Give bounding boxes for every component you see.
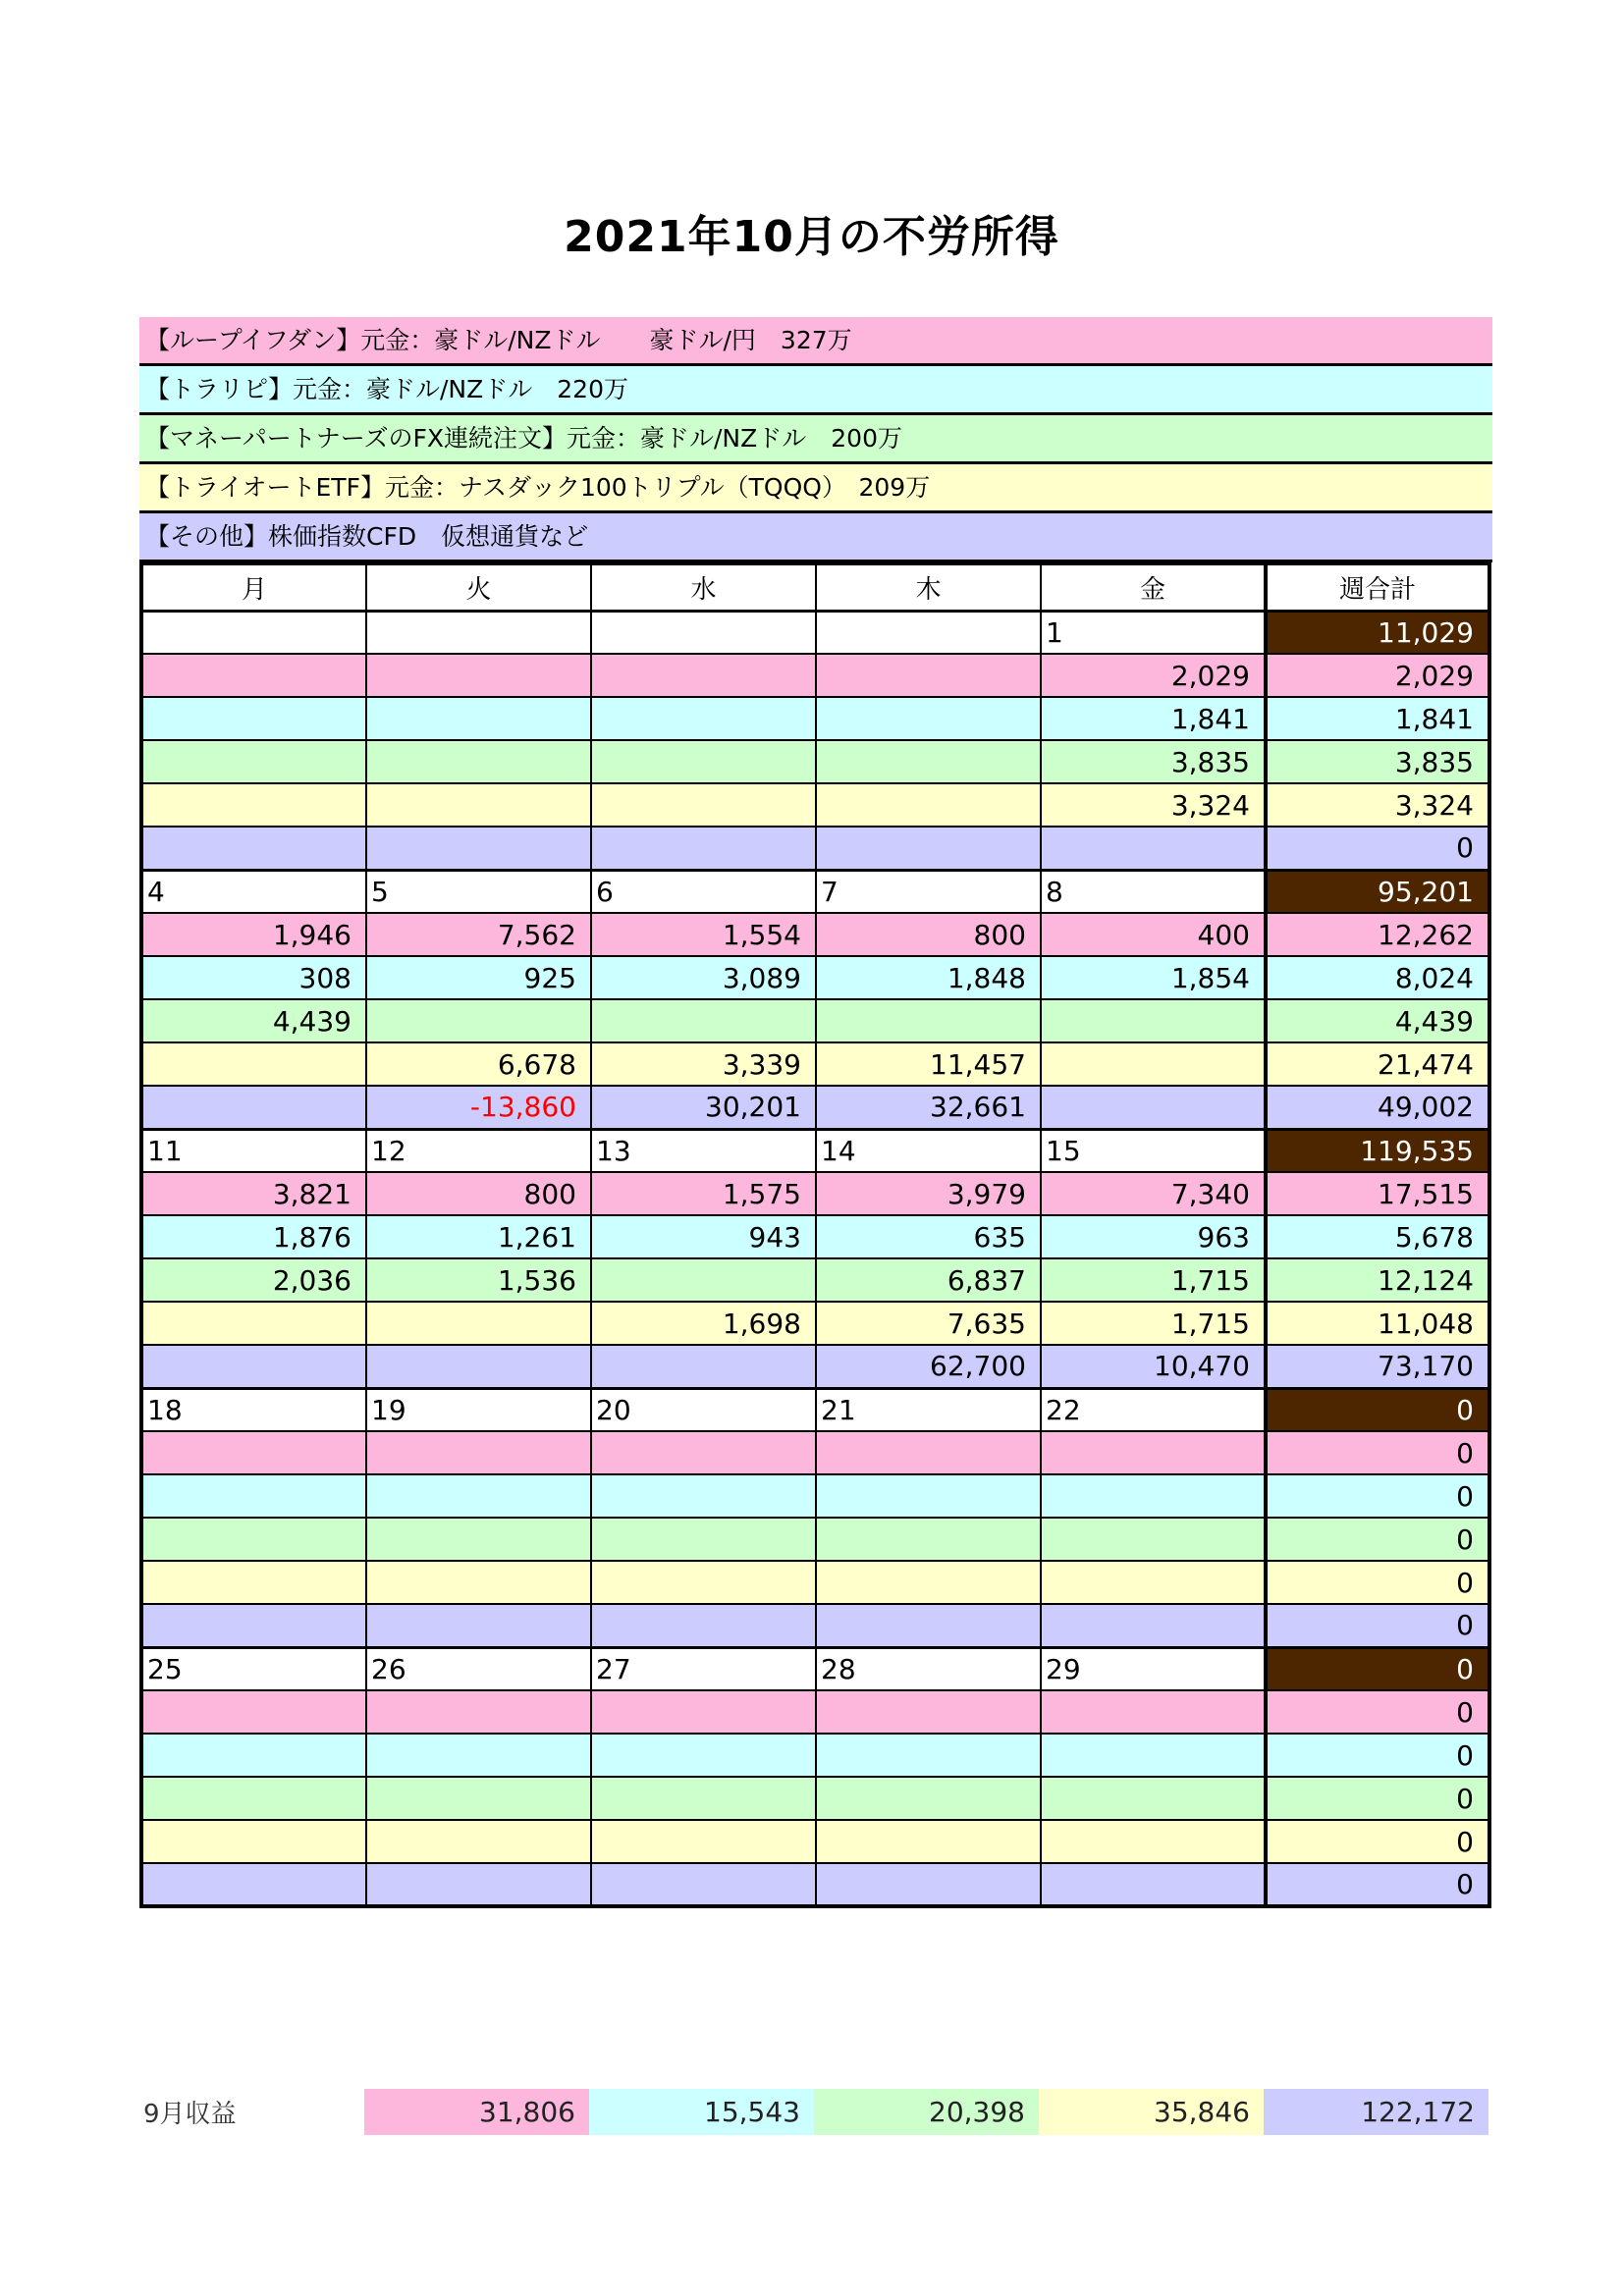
income-cell: 1,848 [816,956,1041,999]
week-total-cell: 11,029 [1266,611,1489,654]
income-cell: 308 [141,956,366,999]
income-cell [141,783,366,827]
income-row-money-partners [141,999,1489,1042]
date-cell [591,611,816,654]
income-cell [591,1734,816,1777]
income-cell: 800 [816,913,1041,956]
income-cell: 11,457 [816,1042,1041,1086]
september-income-row [139,2089,1488,2135]
income-cell [1041,1474,1266,1518]
income-cell: 32,661 [816,1086,1041,1129]
income-cell: 2,029 [1041,654,1266,697]
income-cell [366,1474,591,1518]
income-cell [816,1518,1041,1561]
income-cell [816,740,1041,783]
week-total-cell: 95,201 [1266,870,1489,913]
september-loop-ifdone: 31,806 [364,2089,589,2135]
row-week-total-cell: 17,515 [1266,1172,1489,1215]
income-cell [141,1820,366,1863]
income-row-loop-ifdone [141,913,1489,956]
income-row-toraripi [141,1215,1489,1258]
header-mon: 月 [141,563,366,611]
row-week-total-cell: 2,029 [1266,654,1489,697]
income-cell [1041,1431,1266,1474]
income-row-triauto-etf [141,1820,1489,1863]
income-cell [591,1863,816,1906]
date-cell [816,611,1041,654]
income-cell [816,1431,1041,1474]
income-cell [816,1474,1041,1518]
income-cell [366,654,591,697]
income-cell: -13,860 [366,1086,591,1129]
week-total-cell: 0 [1266,1647,1489,1690]
week-date-row [141,1388,1489,1431]
september-income-label: 9月収益 [143,2100,237,2129]
date-cell: 20 [591,1388,816,1431]
income-row-other [141,1086,1489,1129]
legend-loop-ifdone: 【ループイフダン】元金：豪ドル/NZドル 豪ドル/円 327万 [139,317,1492,366]
income-row-money-partners [141,1258,1489,1302]
row-week-total-cell: 0 [1266,1690,1489,1734]
income-cell: 10,470 [1041,1345,1266,1388]
income-cell: 963 [1041,1215,1266,1258]
income-cell [141,1474,366,1518]
income-cell [1041,1734,1266,1777]
row-week-total-cell: 49,002 [1266,1086,1489,1129]
income-cell [591,1777,816,1820]
income-row-loop-ifdone [141,654,1489,697]
income-cell: 6,678 [366,1042,591,1086]
income-cell: 1,854 [1041,956,1266,999]
income-cell: 30,201 [591,1086,816,1129]
income-cell [591,827,816,870]
income-cell [591,654,816,697]
income-row-triauto-etf [141,1561,1489,1604]
row-week-total-cell: 0 [1266,1777,1489,1820]
income-cell [141,1561,366,1604]
date-cell: 14 [816,1129,1041,1172]
date-cell: 6 [591,870,816,913]
date-cell: 18 [141,1388,366,1431]
row-week-total-cell: 3,324 [1266,783,1489,827]
income-cell: 6,837 [816,1258,1041,1302]
income-cell [591,1690,816,1734]
income-cell: 1,876 [141,1215,366,1258]
income-cell: 62,700 [816,1345,1041,1388]
income-cell [591,1258,816,1302]
income-cell [816,1604,1041,1647]
week-date-row [141,1129,1489,1172]
income-row-money-partners [141,1518,1489,1561]
date-cell: 29 [1041,1647,1266,1690]
row-week-total-cell: 0 [1266,1820,1489,1863]
income-cell: 7,562 [366,913,591,956]
date-cell: 21 [816,1388,1041,1431]
date-cell: 7 [816,870,1041,913]
income-cell [591,999,816,1042]
income-cell: 1,841 [1041,697,1266,740]
income-cell [816,697,1041,740]
income-cell [1041,827,1266,870]
strategy-legend [139,317,1492,562]
income-cell [591,740,816,783]
row-week-total-cell: 12,262 [1266,913,1489,956]
income-cell [366,1302,591,1345]
income-cell [141,1518,366,1561]
income-row-triauto-etf [141,783,1489,827]
date-cell: 13 [591,1129,816,1172]
income-cell: 1,261 [366,1215,591,1258]
row-week-total-cell: 0 [1266,1518,1489,1561]
income-cell [591,783,816,827]
calendar-header-row [141,563,1489,611]
september-money-partners: 20,398 [814,2089,1039,2135]
income-cell: 7,635 [816,1302,1041,1345]
income-cell [1041,1561,1266,1604]
row-week-total-cell: 4,439 [1266,999,1489,1042]
income-cell [366,1777,591,1820]
september-triauto-etf: 35,846 [1039,2089,1264,2135]
income-cell: 635 [816,1215,1041,1258]
income-cell [816,1690,1041,1734]
income-cell: 1,715 [1041,1258,1266,1302]
week-date-row [141,870,1489,913]
row-week-total-cell: 8,024 [1266,956,1489,999]
row-week-total-cell: 12,124 [1266,1258,1489,1302]
income-cell [591,1431,816,1474]
date-cell: 26 [366,1647,591,1690]
income-cell [141,1690,366,1734]
date-cell: 11 [141,1129,366,1172]
income-cell: 3,835 [1041,740,1266,783]
income-cell [141,1431,366,1474]
income-cell [141,740,366,783]
income-cell [366,1734,591,1777]
income-cell [816,1777,1041,1820]
row-week-total-cell: 1,841 [1266,697,1489,740]
row-week-total-cell: 0 [1266,1604,1489,1647]
income-cell [366,697,591,740]
income-cell [366,827,591,870]
legend-triauto-etf: 【トライオートETF】元金：ナスダック100トリプル（TQQQ） 209万 [139,464,1492,513]
september-toraripi: 15,543 [589,2089,814,2135]
income-cell: 3,339 [591,1042,816,1086]
date-cell: 12 [366,1129,591,1172]
income-cell [366,1518,591,1561]
date-cell: 5 [366,870,591,913]
income-cell [591,1604,816,1647]
page-title: 2021年10月の不労所得 [564,212,1059,262]
legend-money-partners: 【マネーパートナーズのFX連続注文】元金：豪ドル/NZドル 200万 [139,415,1492,464]
row-week-total-cell: 0 [1266,1863,1489,1906]
income-cell [366,1604,591,1647]
date-cell: 15 [1041,1129,1266,1172]
row-week-total-cell: 11,048 [1266,1302,1489,1345]
income-cell: 400 [1041,913,1266,956]
income-row-loop-ifdone [141,1431,1489,1474]
date-cell [366,611,591,654]
income-cell: 1,575 [591,1172,816,1215]
income-cell: 1,698 [591,1302,816,1345]
income-cell [366,1431,591,1474]
income-cell: 4,439 [141,999,366,1042]
income-cell [141,1345,366,1388]
income-cell [1041,1086,1266,1129]
row-week-total-cell: 5,678 [1266,1215,1489,1258]
week-total-cell: 119,535 [1266,1129,1489,1172]
date-cell: 4 [141,870,366,913]
legend-other: 【その他】株価指数CFD 仮想通貨など [139,513,1492,562]
income-cell [1041,1820,1266,1863]
september-other: 122,172 [1264,2089,1488,2135]
income-cell: 2,036 [141,1258,366,1302]
income-cell [141,697,366,740]
income-cell [816,1820,1041,1863]
income-cell [591,1518,816,1561]
income-cell [141,1302,366,1345]
income-cell [141,654,366,697]
income-row-toraripi [141,1734,1489,1777]
income-cell: 3,324 [1041,783,1266,827]
income-calendar [139,561,1491,1908]
income-row-toraripi [141,1474,1489,1518]
row-week-total-cell: 21,474 [1266,1042,1489,1086]
income-cell [591,1345,816,1388]
income-cell: 1,946 [141,913,366,956]
income-row-toraripi [141,697,1489,740]
income-cell [141,1777,366,1820]
income-cell [816,783,1041,827]
header-week-total: 週合計 [1266,563,1489,611]
income-cell: 1,554 [591,913,816,956]
row-week-total-cell: 3,835 [1266,740,1489,783]
income-row-toraripi [141,956,1489,999]
income-cell [366,1820,591,1863]
income-cell [1041,1042,1266,1086]
row-week-total-cell: 0 [1266,1561,1489,1604]
income-cell [816,1863,1041,1906]
income-cell [366,1690,591,1734]
income-row-triauto-etf [141,1302,1489,1345]
income-cell [141,1086,366,1129]
income-cell [816,654,1041,697]
income-row-other [141,1345,1489,1388]
income-row-loop-ifdone [141,1690,1489,1734]
income-cell [816,1561,1041,1604]
income-cell: 1,715 [1041,1302,1266,1345]
income-cell [1041,999,1266,1042]
income-row-other [141,1863,1489,1906]
week-date-row [141,611,1489,654]
income-cell [141,1734,366,1777]
income-cell [366,1561,591,1604]
row-week-total-cell: 0 [1266,1734,1489,1777]
date-cell: 8 [1041,870,1266,913]
income-row-loop-ifdone [141,1172,1489,1215]
income-cell [141,1042,366,1086]
income-cell [591,697,816,740]
income-cell [141,1863,366,1906]
income-cell [816,1734,1041,1777]
date-cell: 25 [141,1647,366,1690]
week-date-row [141,1647,1489,1690]
income-cell: 925 [366,956,591,999]
income-row-other [141,1604,1489,1647]
income-cell [591,1474,816,1518]
income-cell [366,1863,591,1906]
income-row-money-partners [141,740,1489,783]
row-week-total-cell: 0 [1266,827,1489,870]
income-cell [591,1561,816,1604]
income-cell: 7,340 [1041,1172,1266,1215]
date-cell: 22 [1041,1388,1266,1431]
income-cell [1041,1863,1266,1906]
header-wed: 水 [591,563,816,611]
row-week-total-cell: 73,170 [1266,1345,1489,1388]
income-cell: 800 [366,1172,591,1215]
income-cell [1041,1777,1266,1820]
header-thu: 木 [816,563,1041,611]
income-row-other [141,827,1489,870]
income-cell [141,827,366,870]
income-cell [591,1820,816,1863]
row-week-total-cell: 0 [1266,1474,1489,1518]
income-cell [1041,1518,1266,1561]
income-row-money-partners [141,1777,1489,1820]
income-cell [1041,1690,1266,1734]
date-cell: 28 [816,1647,1041,1690]
income-row-triauto-etf [141,1042,1489,1086]
date-cell: 27 [591,1647,816,1690]
income-cell [816,827,1041,870]
header-fri: 金 [1041,563,1266,611]
income-cell: 943 [591,1215,816,1258]
legend-toraripi: 【トラリピ】元金：豪ドル/NZドル 220万 [139,366,1492,415]
income-cell [1041,1604,1266,1647]
income-cell: 3,089 [591,956,816,999]
income-cell [366,1345,591,1388]
date-cell: 1 [1041,611,1266,654]
week-total-cell: 0 [1266,1388,1489,1431]
income-cell: 3,821 [141,1172,366,1215]
row-week-total-cell: 0 [1266,1431,1489,1474]
date-cell: 19 [366,1388,591,1431]
income-cell: 3,979 [816,1172,1041,1215]
income-cell [816,999,1041,1042]
date-cell [141,611,366,654]
income-cell [141,1604,366,1647]
income-cell [366,740,591,783]
income-cell [366,783,591,827]
income-cell [366,999,591,1042]
income-cell: 1,536 [366,1258,591,1302]
header-tue: 火 [366,563,591,611]
